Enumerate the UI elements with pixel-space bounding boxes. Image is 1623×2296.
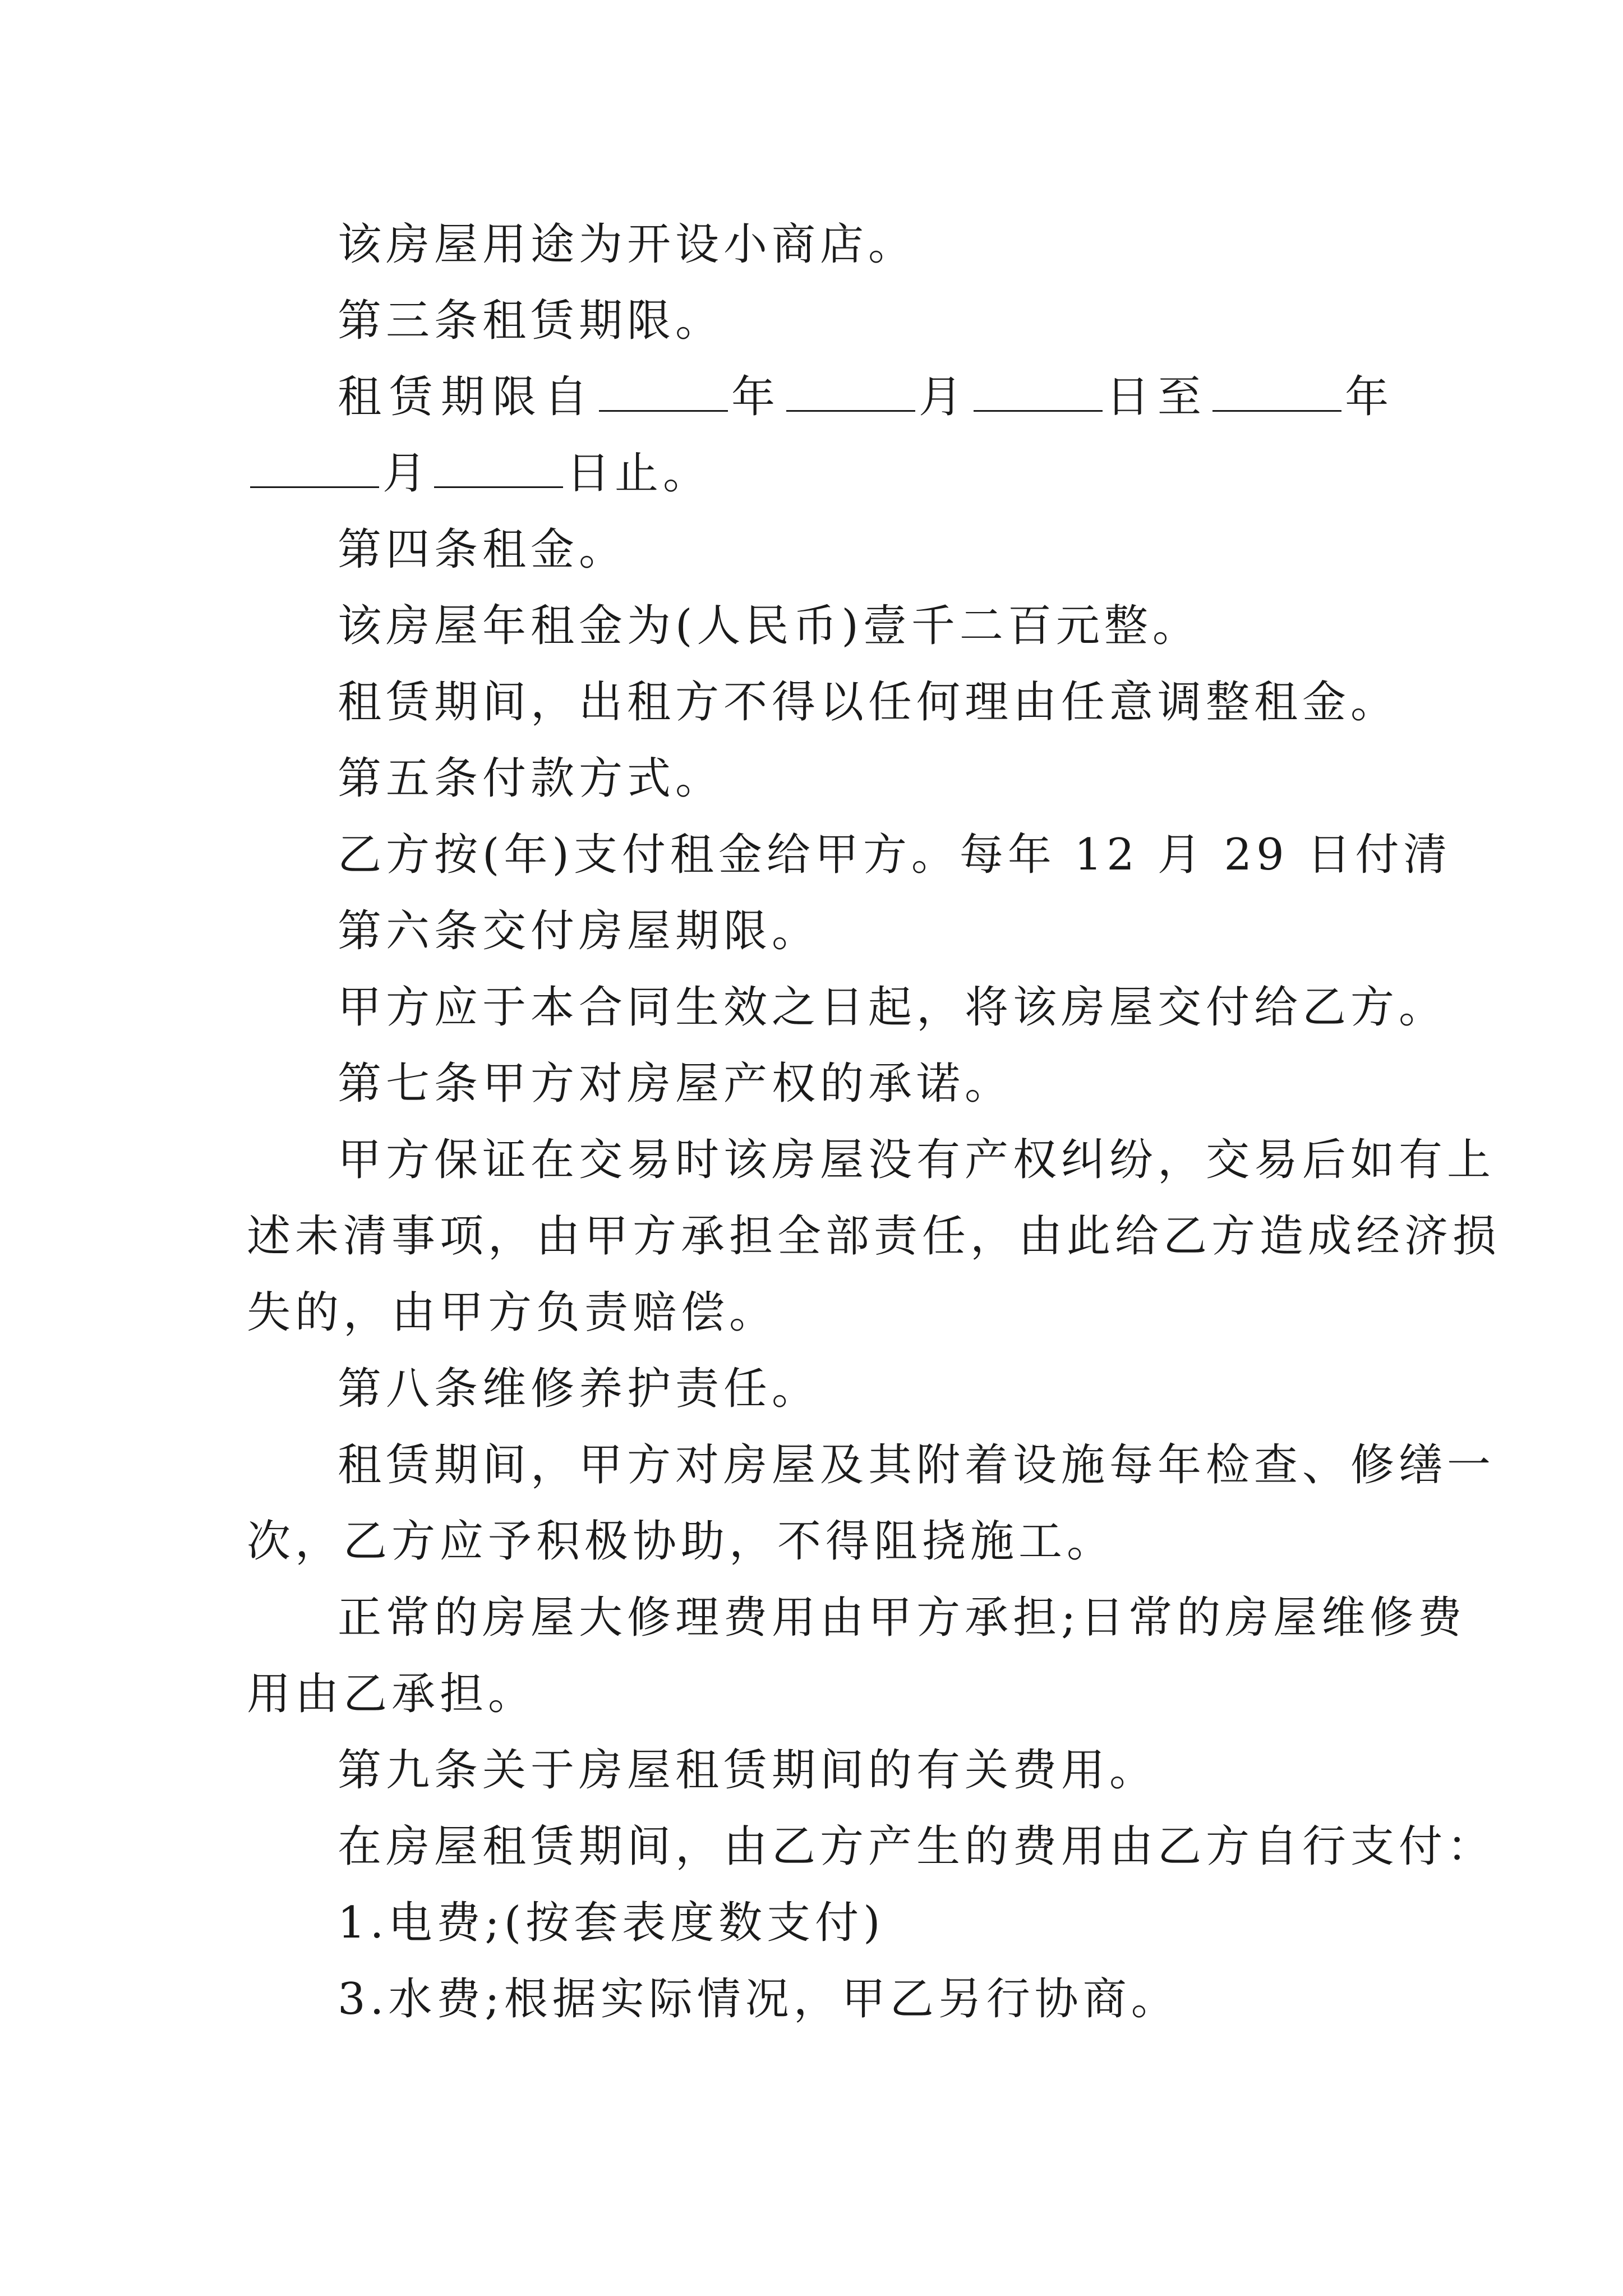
- heading-article-9: 第九条关于房屋租赁期间的有关费用。: [338, 1745, 1158, 1796]
- paragraph-repair-costs-line-1: 正常的房屋大修理费用由甲方承担;日常的房屋维修费: [338, 1593, 1467, 1643]
- blank-end-day: [434, 447, 563, 488]
- paragraph-annual-rent: 该房屋年租金为(人民币)壹千二百元整。: [338, 601, 1201, 651]
- blank-start-year: [599, 371, 728, 412]
- paragraph-repair-costs-line-2: 用由乙承担。: [247, 1669, 537, 1719]
- paragraph-title-guarantee-line-1: 甲方保证在交易时该房屋没有产权纠纷，交易后如有上: [338, 1135, 1496, 1185]
- heading-article-3: 第三条租赁期限。: [338, 296, 724, 346]
- paragraph-fees-intro: 在房屋租赁期间，由乙方产生的费用由乙方自行支付：: [338, 1821, 1496, 1872]
- blank-start-month: [786, 371, 915, 412]
- paragraph-payment-method: 乙方按(年)支付租金给甲方。每年 12 月 29 日付清: [338, 830, 1452, 880]
- paragraph-maintenance-line-1: 租赁期间，甲方对房屋及其附着设施每年检查、修缮一: [338, 1440, 1496, 1490]
- paragraph-lease-term-line-2: 月 日止。: [247, 441, 1385, 506]
- paragraph-title-guarantee-line-3: 失的，由甲方负责赔偿。: [247, 1287, 778, 1338]
- heading-article-8: 第八条维修养护责任。: [338, 1364, 820, 1414]
- paragraph-usage: 该房屋用途为开设小商店。: [338, 219, 917, 270]
- paragraph-maintenance-line-2: 次，乙方应予积极协助，不得阻挠施工。: [247, 1516, 1115, 1567]
- paragraph-title-guarantee-line-2: 述未清事项，由甲方承担全部责任，由此给乙方造成经济损: [247, 1211, 1501, 1262]
- heading-article-4: 第四条租金。: [338, 524, 628, 575]
- blank-end-year: [1212, 371, 1341, 412]
- list-item-water: 3.水费;根据实际情况，甲乙另行协商。: [338, 1974, 1179, 2024]
- document-body: [247, 212, 1501, 2043]
- heading-article-5: 第五条付款方式。: [338, 753, 724, 804]
- paragraph-lease-term-line-1: 租赁期限自 年 月 日至 年: [338, 372, 1397, 422]
- list-item-electricity: 1.电费;(按套表度数支付): [338, 1898, 885, 1948]
- paragraph-delivery: 甲方应于本合同生效之日起，将该房屋交付给乙方。: [338, 982, 1447, 1033]
- paragraph-rent-adjustment: 租赁期间，出租方不得以任何理由任意调整租金。: [338, 677, 1399, 728]
- blank-start-day: [974, 371, 1103, 412]
- blank-end-month: [250, 447, 379, 488]
- heading-article-6: 第六条交付房屋期限。: [338, 906, 820, 956]
- heading-article-7: 第七条甲方对房屋产权的承诺。: [338, 1059, 1013, 1109]
